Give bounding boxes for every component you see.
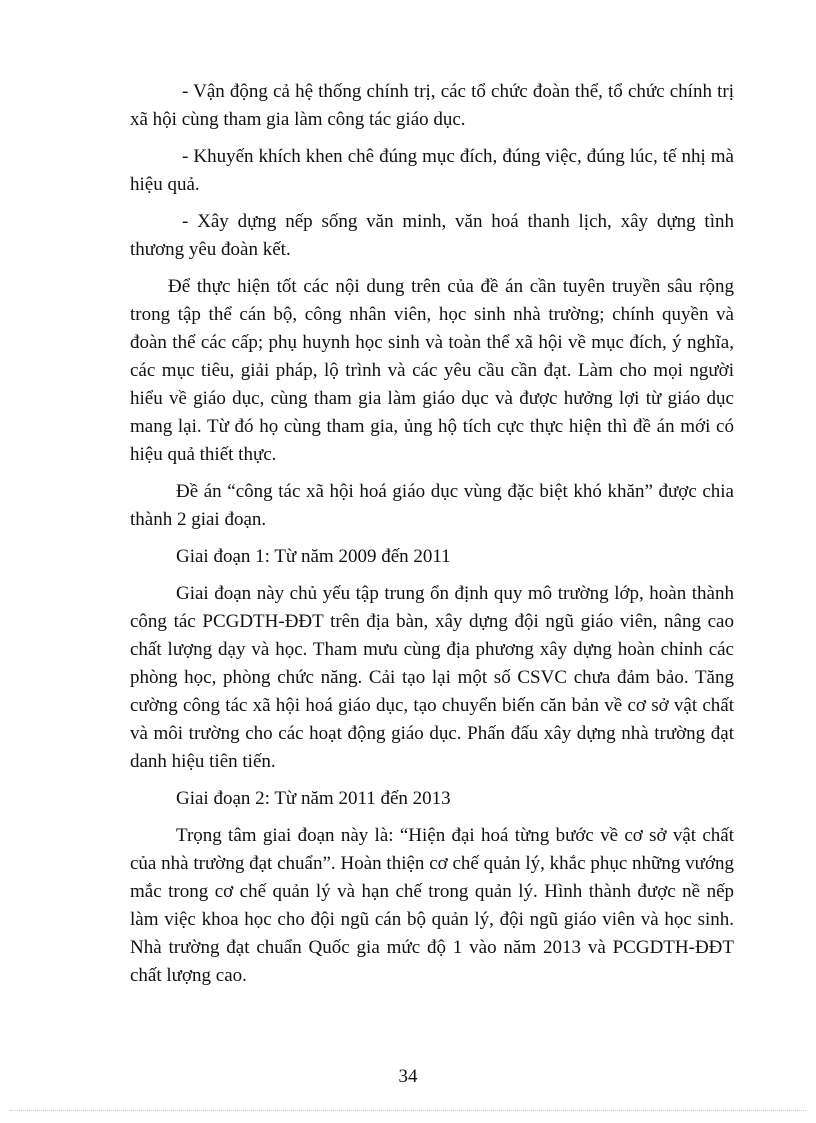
- phase-2-description: Trọng tâm giai đoạn này là: “Hiện đại hoá từng bước về cơ sở vật chất của nhà trường đạt chuẩn”. Hoàn thiện cơ chế quản lý, khắc phục những vướng mắc trong cơ chế quản lý và hạn chế trong quản lý. Hình thành được nề nếp làm việc khoa học cho đội ngũ cán bộ quản lý, đội ngũ giáo viên và học sinh. Nhà trường đạt chuẩn Quốc gia mức độ 1 vào năm 2013 và PCGDTH-ĐĐT chất lượng cao.: [130, 825, 734, 986]
- propaganda-paragraph: Để thực hiện tốt các nội dung trên của đề án cần tuyên truyền sâu rộng trong tập thể cán bộ, công nhân viên, học sinh nhà trường; chính quyền và đoàn thể các cấp; phụ huynh học sinh và toàn thể xã hội về mục đích, ý nghĩa, các mục tiêu, giải pháp, lộ trình và các yêu cầu cần đạt. Làm cho mọi người hiểu về giáo dục, cùng tham gia làm giáo dục và được hưởng lợi từ giáo dục mang lại. Từ đó họ cùng tham gia, ủng hộ tích cực thực hiện thì đề án mới có hiệu quả thiết thực.: [130, 276, 734, 465]
- bullet-paragraph-1: - Vận động cả hệ thống chính trị, các tổ chức đoàn thể, tổ chức chính trị xã hội cùng tham gia làm công tác giáo dục.: [130, 81, 734, 130]
- phase-1-description: Giai đoạn này chủ yếu tập trung ổn định quy mô trường lớp, hoàn thành công tác PCGDTH-ĐĐT trên địa bàn, xây dựng đội ngũ giáo viên, nâng cao chất lượng dạy và học. Tham mưu cùng địa phương xây dựng hoàn chỉnh các phòng học, phòng chức năng. Cải tạo lại một số CSVC chưa đảm bảo. Tăng cường công tác xã hội hoá giáo dục, tạo chuyển biến căn bản về cơ sở vật chất và môi trường cho các hoạt động giáo dục. Phấn đấu xây dựng nhà trường đạt danh hiệu tiên tiến.: [130, 583, 734, 772]
- phase-2-heading: Giai đoạn 2: Từ năm 2011 đến 2013: [176, 788, 451, 809]
- page-body: [130, 78, 734, 999]
- project-phases-intro: Đề án “công tác xã hội hoá giáo dục vùng đặc biệt khó khăn” được chia thành 2 giai đoạn.: [130, 481, 734, 530]
- page-number: 34: [398, 1066, 418, 1087]
- phase-1-heading: Giai đoạn 1: Từ năm 2009 đến 2011: [176, 546, 451, 567]
- bullet-paragraph-3: - Xây dựng nếp sống văn minh, văn hoá thanh lịch, xây dựng tình thương yêu đoàn kết.: [130, 211, 734, 260]
- bullet-paragraph-2: - Khuyến khích khen chê đúng mục đích, đúng việc, đúng lúc, tế nhị mà hiệu quả.: [130, 146, 734, 195]
- page-bottom-divider: [10, 1110, 806, 1111]
